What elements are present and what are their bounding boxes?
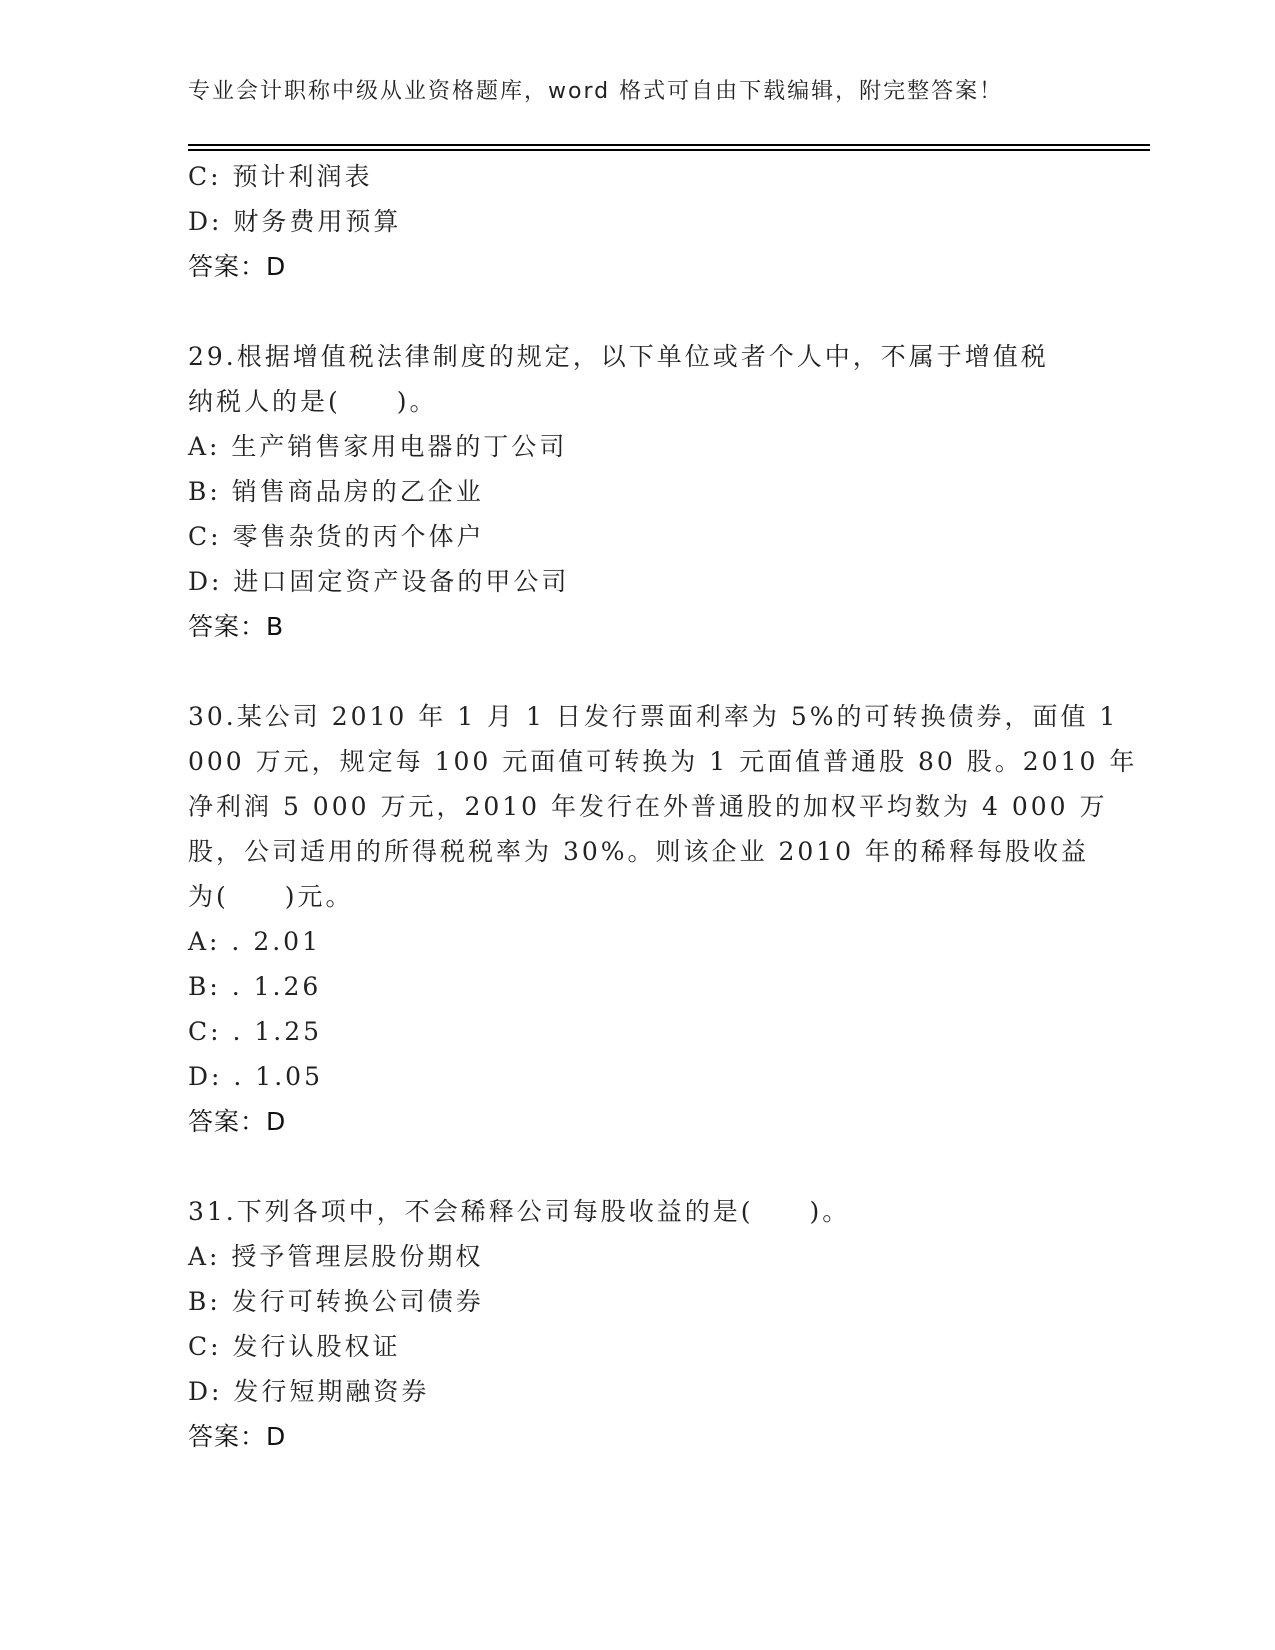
- q29-stem-line-2: 纳税人的是( )。: [188, 387, 438, 416]
- q31-option-a: A: 授予管理层股份期权: [188, 1242, 484, 1271]
- q30-stem-line-4: 股，公司适用的所得税税率为 30%。则该企业 2010 年的稀释每股收益: [188, 837, 1090, 866]
- q31-option-b: B: 发行可转换公司债券: [188, 1287, 484, 1316]
- q29-stem-line-1: 29.根据增值税法律制度的规定，以下单位或者个人中，不属于增值税: [188, 342, 1049, 371]
- prev-answer: 答案：D: [188, 252, 287, 281]
- q31-option-d: D: 发行短期融资券: [188, 1377, 430, 1406]
- q29-option-d: D: 进口固定资产设备的甲公司: [188, 567, 570, 596]
- q29-option-a: A: 生产销售家用电器的丁公司: [188, 432, 568, 461]
- q31-answer: 答案：D: [188, 1422, 287, 1451]
- page-header: 专业会计职称中级从业资格题库，word 格式可自由下载编辑，附完整答案！: [188, 79, 1004, 104]
- q30-answer: 答案：D: [188, 1107, 287, 1136]
- prev-option-d: D: 财务费用预算: [188, 207, 402, 236]
- q29-answer: 答案：B: [188, 612, 285, 641]
- q30-option-d: D: . 1.05: [188, 1062, 323, 1091]
- header-rule-bottom: [188, 149, 1150, 151]
- q29-option-c: C: 零售杂货的丙个体户: [188, 522, 485, 551]
- q30-option-b: B: . 1.26: [188, 972, 322, 1001]
- header-rule-top: [188, 144, 1150, 146]
- q30-stem-line-5: 为( )元。: [188, 882, 354, 911]
- q30-stem-line-2: 000 万元，规定每 100 元面值可转换为 1 元面值普通股 80 股。2010 年: [188, 747, 1138, 776]
- q30-option-c: C: . 1.25: [188, 1017, 323, 1046]
- q30-stem-line-3: 净利润 5 000 万元，2010 年发行在外普通股的加权平均数为 4 000 万: [188, 792, 1108, 821]
- q29-option-b: B: 销售商品房的乙企业: [188, 477, 484, 506]
- q30-stem-line-1: 30.某公司 2010 年 1 月 1 日发行票面利率为 5%的可转换债券，面值 1: [188, 702, 1119, 731]
- q31-stem-line-1: 31.下列各项中，不会稀释公司每股收益的是( )。: [188, 1197, 851, 1226]
- q31-option-c: C: 发行认股权证: [188, 1332, 401, 1361]
- prev-option-c: C: 预计利润表: [188, 162, 373, 191]
- q30-option-a: A: . 2.01: [188, 927, 321, 956]
